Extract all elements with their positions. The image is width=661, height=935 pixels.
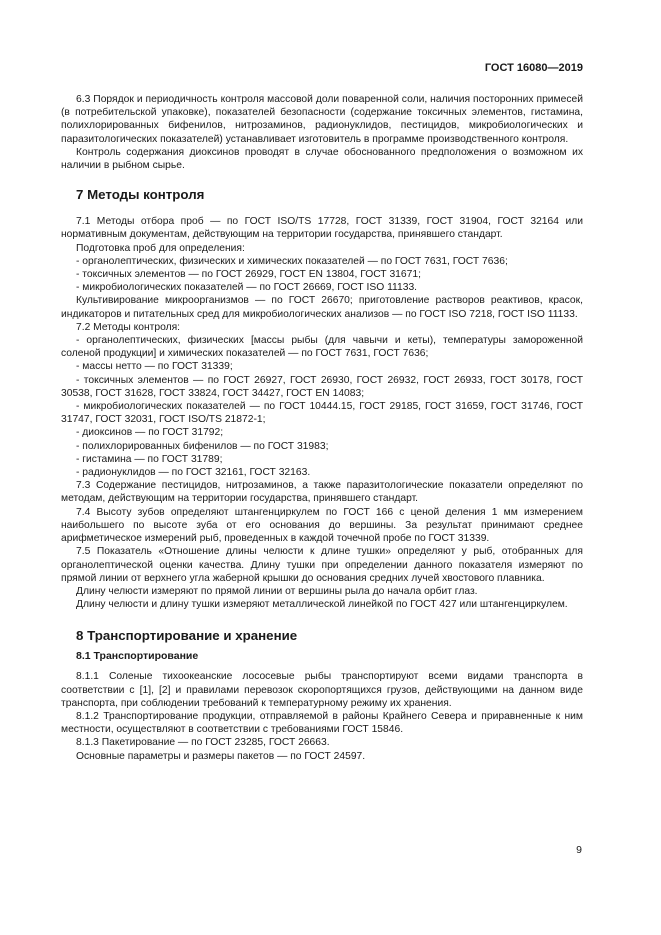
paragraph-8-1-1: 8.1.1 Соленые тихоокеанские лососевые рыбы транспортируют всеми видами транспорта в соответствии с [1], [2] и правилами перевозок скоропортящихся грузов, действующими на данном виде транспорта, при соблюдении требований к температурному режиму их хранения. — [61, 671, 583, 709]
list-item: - диоксинов — по ГОСТ 31792; — [76, 427, 224, 439]
paragraph-dioxins: Контроль содержания диоксинов проводят в случае обоснованного предположения о возможном их наличии в рыбном сырье. — [61, 146, 583, 172]
list-item: - микробиологических показателей — по ГОСТ 26669, ГОСТ ISO 11133. — [76, 282, 418, 294]
subsection-8-1-title: 8.1 Транспортирование — [76, 650, 199, 663]
list-item: - токсичных элементов — по ГОСТ 26929, ГОСТ EN 13804, ГОСТ 31671; — [76, 269, 421, 281]
list-item: - гистамина — по ГОСТ 31789; — [76, 453, 223, 465]
paragraph-7-5: 7.5 Показатель «Отношение длины челюсти к длине тушки» определяют у рыб, отобранных для органолептической оценки качества. Длину тушки при определении данного показателя измеряют по прямой линии от верхнего угла жаберной крышки до основания средних лучей хвостового плавника. — [61, 546, 583, 584]
paragraph-6-3: 6.3 Порядок и периодичность контроля массовой доли поваренной соли, наличия посторонних примесей (в потребительской упаковке), показателей безопасности (содержание токсичных элементов, гистамина, полихлорированных бифенилов, нитрозаминов, радионуклидов, пестицидов, микробиологических и паразитологических показателей) устанавливает изготовитель в программе производственного контроля. — [61, 94, 583, 145]
paragraph-7-4: 7.4 Высоту зубов определяют штангенциркулем по ГОСТ 166 с ценой деления 1 мм измерением наибольшего по высоте зуба от его основания до вершины. За результат принимают среднее арифметическое измерений рыб, проведенных в каждой точечной пробе по ГОСТ 31339. — [61, 506, 583, 545]
paragraph-cultivation: Культивирование микроорганизмов — по ГОСТ 26670; приготовление растворов реактивов, красок, индикаторов и питательных сред для микробиологических анализов — по ГОСТ ISO 7218, ГОСТ ISO 11133. — [61, 295, 583, 320]
list-item: - токсичных элементов — по ГОСТ 26927, ГОСТ 26930, ГОСТ 26932, ГОСТ 26933, ГОСТ 30178, ГОСТ 30538, ГОСТ 31628, ГОСТ 33824, ГОСТ 34427, ГОСТ EN 14083; — [61, 374, 583, 399]
paragraph-jaw-length: Длину челюсти измеряют по прямой линии от вершины рыла до начала орбит глаз. — [76, 585, 478, 597]
paragraph-7-3: 7.3 Содержание пестицидов, нитрозаминов, а также паразитологические показатели определяют по методам, действующим на территории государства, принявшего стандарт. — [61, 480, 583, 505]
list-item: - органолептических, физических [массы рыбы (для чавычи и кеты), температуры замороженной соленой продукции] и химических показателей — по ГОСТ 7631, ГОСТ 7636; — [61, 335, 583, 360]
section-7-title: 7 Методы контроля — [76, 187, 205, 203]
list-item: - микробиологических показателей — по ГОСТ 10444.15, ГОСТ 29185, ГОСТ 31659, ГОСТ 31746, ГОСТ 31747, ГОСТ 32031, ГОСТ ISO/TS 21872-1; — [61, 401, 583, 426]
section-8-title: 8 Транспортирование и хранение — [76, 628, 298, 644]
page-number: 9 — [576, 844, 582, 856]
standard-number: ГОСТ 16080—2019 — [484, 62, 583, 74]
paragraph-measurement-tools: Длину челюсти и длину тушки измеряют металлической линейкой по ГОСТ 427 или штангенциркулем. — [76, 599, 568, 611]
paragraph-packet-params: Основные параметры и размеры пакетов — по ГОСТ 24597. — [76, 750, 366, 762]
paragraph-8-1-3: 8.1.3 Пакетирование — по ГОСТ 23285, ГОСТ 26663. — [76, 737, 330, 749]
page-content — [61, 93, 583, 763]
list-item: - радионуклидов — по ГОСТ 32161, ГОСТ 32163. — [76, 467, 311, 479]
list-item: - органолептических, физических и химических показателей — по ГОСТ 7631, ГОСТ 7636; — [76, 255, 508, 267]
paragraph-7-1: 7.1 Методы отбора проб — по ГОСТ ISO/TS 17728, ГОСТ 31339, ГОСТ 31904, ГОСТ 32164 или нормативным документам, действующим на территории государства, принявшего стандарт. — [61, 216, 583, 241]
list-item: - полихлорированных бифенилов — по ГОСТ 31983; — [76, 440, 329, 452]
paragraph-8-1-2: 8.1.2 Транспортирование продукции, отправляемой в районы Крайнего Севера и приравненные к ним местности, осуществляют в соответствии с требованиями ГОСТ 15846. — [61, 710, 583, 736]
paragraph-prep: Подготовка проб для определения: — [76, 242, 245, 254]
paragraph-7-2: 7.2 Методы контроля: — [76, 321, 181, 333]
list-item: - массы нетто — по ГОСТ 31339; — [76, 361, 233, 373]
